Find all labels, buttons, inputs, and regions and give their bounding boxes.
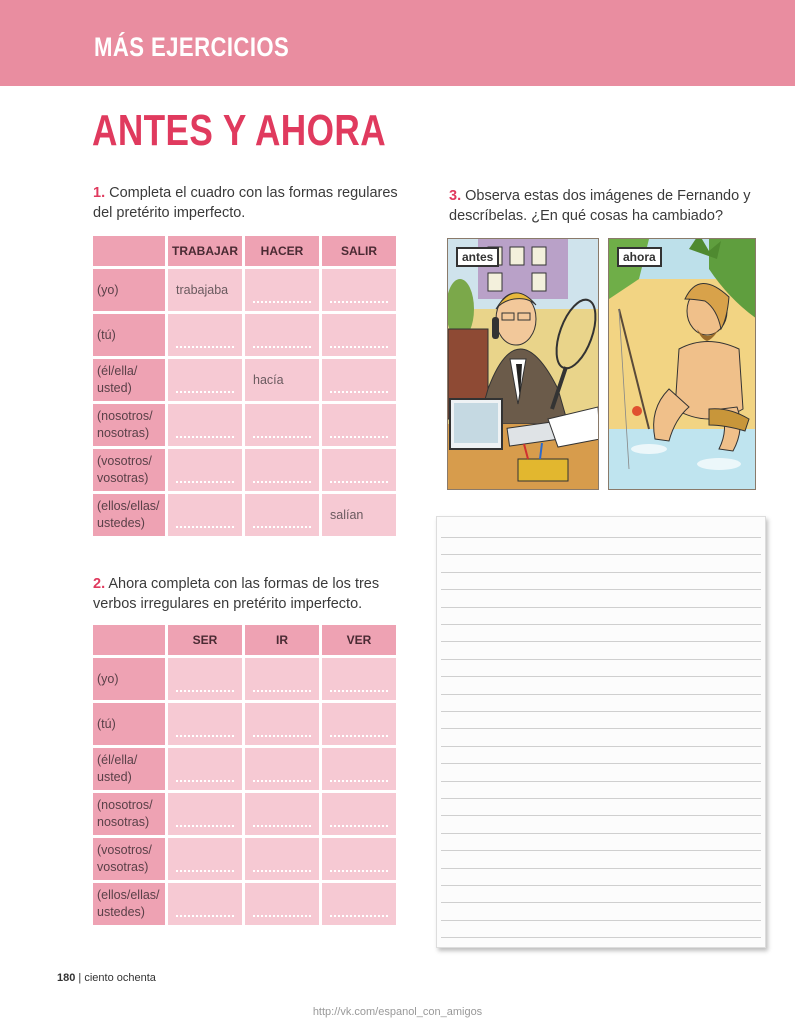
table-row [93,494,396,536]
writing-line [441,711,761,712]
writing-line [441,798,761,799]
dotted-blank [176,780,234,782]
answer-cell[interactable] [245,269,319,311]
pronoun-line2: usted) [97,770,132,784]
pronoun-cell [93,883,165,925]
pronoun-cell [93,494,165,536]
dotted-blank [253,780,311,782]
exercise-3-text-line1: Observa estas dos imágenes de Fernando y [465,188,751,204]
answer-cell[interactable] [168,269,242,311]
dotted-blank [176,915,234,917]
answer-cell[interactable] [245,449,319,491]
answer-cell[interactable] [245,748,319,790]
dotted-blank [176,735,234,737]
exercise-3-instructions [449,186,769,226]
table-corner [93,236,165,266]
table-row [93,658,396,700]
dotted-blank [330,391,388,393]
writing-line [441,885,761,886]
answer-cell[interactable] [168,838,242,880]
column-header: SER [168,625,242,655]
page-title: ANTES Y AHORA [92,106,387,155]
exercise-2-number: 2. [93,576,106,592]
dotted-blank [253,825,311,827]
pronoun-cell [93,449,165,491]
column-header: SALIR [322,236,396,266]
writing-line [441,537,761,538]
page-number-words: ciento ochenta [84,972,156,984]
exercise-1-number: 1. [93,185,106,201]
answer-cell[interactable] [245,404,319,446]
table-row [93,404,396,446]
pronoun-line2: usted) [97,381,132,395]
dotted-blank [330,690,388,692]
answer-cell[interactable] [322,404,396,446]
dotted-blank [176,346,234,348]
pronoun-cell [93,703,165,745]
writing-line [441,589,761,590]
pronoun-line1: (él/ella/ [97,753,138,767]
answer-cell[interactable] [322,494,396,536]
dotted-blank [330,825,388,827]
dotted-blank [253,690,311,692]
writing-line [441,937,761,938]
pronoun-line1: (ellos/ellas/ [97,499,160,513]
pronoun-cell [93,359,165,401]
regular-verbs-table [90,233,399,539]
answer-cell[interactable] [322,449,396,491]
answer-cell[interactable] [322,658,396,700]
column-header: VER [322,625,396,655]
exercise-1-instructions [93,183,413,223]
office-scene-illustration [448,239,599,490]
beach-scene-illustration [609,239,756,490]
pronoun-line2: vosotras) [97,471,149,485]
dotted-blank [253,301,311,303]
dotted-blank [330,436,388,438]
dotted-blank [330,870,388,872]
writing-line [441,815,761,816]
dotted-blank [253,436,311,438]
answer-cell[interactable] [245,359,319,401]
answer-cell[interactable] [168,793,242,835]
writing-area[interactable] [436,516,766,948]
pronoun-line2: nosotras) [97,815,150,829]
dotted-blank [330,481,388,483]
pronoun-line1: (tú) [97,327,116,342]
dotted-blank [330,346,388,348]
dotted-blank [253,481,311,483]
pronoun-cell [93,404,165,446]
dotted-blank [176,391,234,393]
prefilled-answer: salían [330,508,364,522]
exercise-2-instructions [93,574,413,614]
section-title: MÁS EJERCICIOS [94,32,290,62]
footer-separator: | [78,972,85,984]
writing-line [441,676,761,677]
pronoun-cell [93,838,165,880]
pronoun-line1: (vosotros/ [97,454,152,468]
writing-line [441,763,761,764]
pronoun-cell [93,793,165,835]
exercise-3-text-line2: descríbelas. ¿En qué cosas ha cambiado? [449,208,724,224]
dotted-blank [253,526,311,528]
pronoun-cell [93,658,165,700]
writing-line [441,868,761,869]
table-row [93,838,396,880]
writing-line [441,920,761,921]
pronoun-line1: (yo) [97,671,119,686]
prefilled-answer: trabajaba [176,283,229,297]
table-row [93,793,396,835]
dotted-blank [330,915,388,917]
pronoun-cell [93,748,165,790]
pronoun-line2: ustedes) [97,905,145,919]
answer-cell[interactable] [245,793,319,835]
table-corner [93,625,165,655]
answer-cell[interactable] [322,269,396,311]
writing-line [441,728,761,729]
writing-line [441,746,761,747]
dotted-blank [330,780,388,782]
answer-cell[interactable] [322,748,396,790]
dotted-blank [176,481,234,483]
pronoun-line2: nosotras) [97,426,150,440]
table-row [93,359,396,401]
answer-cell[interactable] [322,838,396,880]
label-after: ahora [617,247,662,267]
table-row [93,883,396,925]
writing-line [441,781,761,782]
answer-cell[interactable] [168,748,242,790]
answer-cell[interactable] [168,883,242,925]
dotted-blank [176,825,234,827]
column-header: IR [245,625,319,655]
dotted-blank [253,915,311,917]
pronoun-cell [93,269,165,311]
answer-cell[interactable] [245,838,319,880]
answer-cell[interactable] [245,703,319,745]
answer-cell[interactable] [168,449,242,491]
writing-line [441,607,761,608]
answer-cell[interactable] [245,658,319,700]
page-footer [57,972,156,984]
dotted-blank [176,690,234,692]
writing-line [441,659,761,660]
pronoun-cell [93,314,165,356]
answer-cell[interactable] [245,494,319,536]
exercise-1-text-line2: del pretérito imperfecto. [93,205,246,221]
table-row [93,269,396,311]
answer-cell[interactable] [168,314,242,356]
answer-cell[interactable] [322,359,396,401]
writing-line [441,833,761,834]
pronoun-line1: (tú) [97,716,116,731]
answer-cell[interactable] [168,359,242,401]
dotted-blank [176,526,234,528]
dotted-blank [176,870,234,872]
pronoun-line2: vosotras) [97,860,149,874]
answer-cell[interactable] [168,703,242,745]
answer-cell[interactable] [168,404,242,446]
dotted-blank [330,735,388,737]
page-number: 180 [57,972,76,984]
writing-line [441,694,761,695]
pronoun-line1: (él/ella/ [97,364,138,378]
writing-line [441,572,761,573]
answer-cell[interactable] [168,494,242,536]
column-header: TRABAJAR [168,236,242,266]
answer-cell[interactable] [322,883,396,925]
answer-cell[interactable] [322,314,396,356]
writing-line [441,624,761,625]
pronoun-line1: (nosotros/ [97,409,153,423]
pronoun-line1: (yo) [97,282,119,297]
answer-cell[interactable] [322,793,396,835]
answer-cell[interactable] [168,658,242,700]
dotted-blank [176,436,234,438]
dotted-blank [253,346,311,348]
table-row [93,314,396,356]
dotted-blank [253,735,311,737]
writing-line [441,554,761,555]
dotted-blank [330,301,388,303]
illustration-after [608,238,756,490]
answer-cell[interactable] [245,314,319,356]
prefilled-answer: hacía [253,373,284,387]
table-row [93,748,396,790]
pronoun-line1: (vosotros/ [97,843,152,857]
table-row [93,703,396,745]
writing-line [441,641,761,642]
writing-line [441,850,761,851]
pronoun-line2: ustedes) [97,516,145,530]
exercise-3-number: 3. [449,188,462,204]
exercise-2-text-line2: verbos irregulares en pretérito imperfecto. [93,596,363,612]
column-header: HACER [245,236,319,266]
dotted-blank [253,870,311,872]
exercise-1-text-line1: Completa el cuadro con las formas regulares [109,185,398,201]
pronoun-line1: (ellos/ellas/ [97,888,160,902]
watermark: http://vk.com/espanol_con_amigos [312,1006,483,1018]
writing-line [441,902,761,903]
illustration-before [447,238,599,490]
table-row [93,449,396,491]
exercise-2-text-line1: Ahora completa con las formas de los tres [108,576,380,592]
irregular-verbs-table [90,622,399,928]
answer-cell[interactable] [245,883,319,925]
answer-cell[interactable] [322,703,396,745]
pronoun-line1: (nosotros/ [97,798,153,812]
label-before: antes [456,247,499,267]
